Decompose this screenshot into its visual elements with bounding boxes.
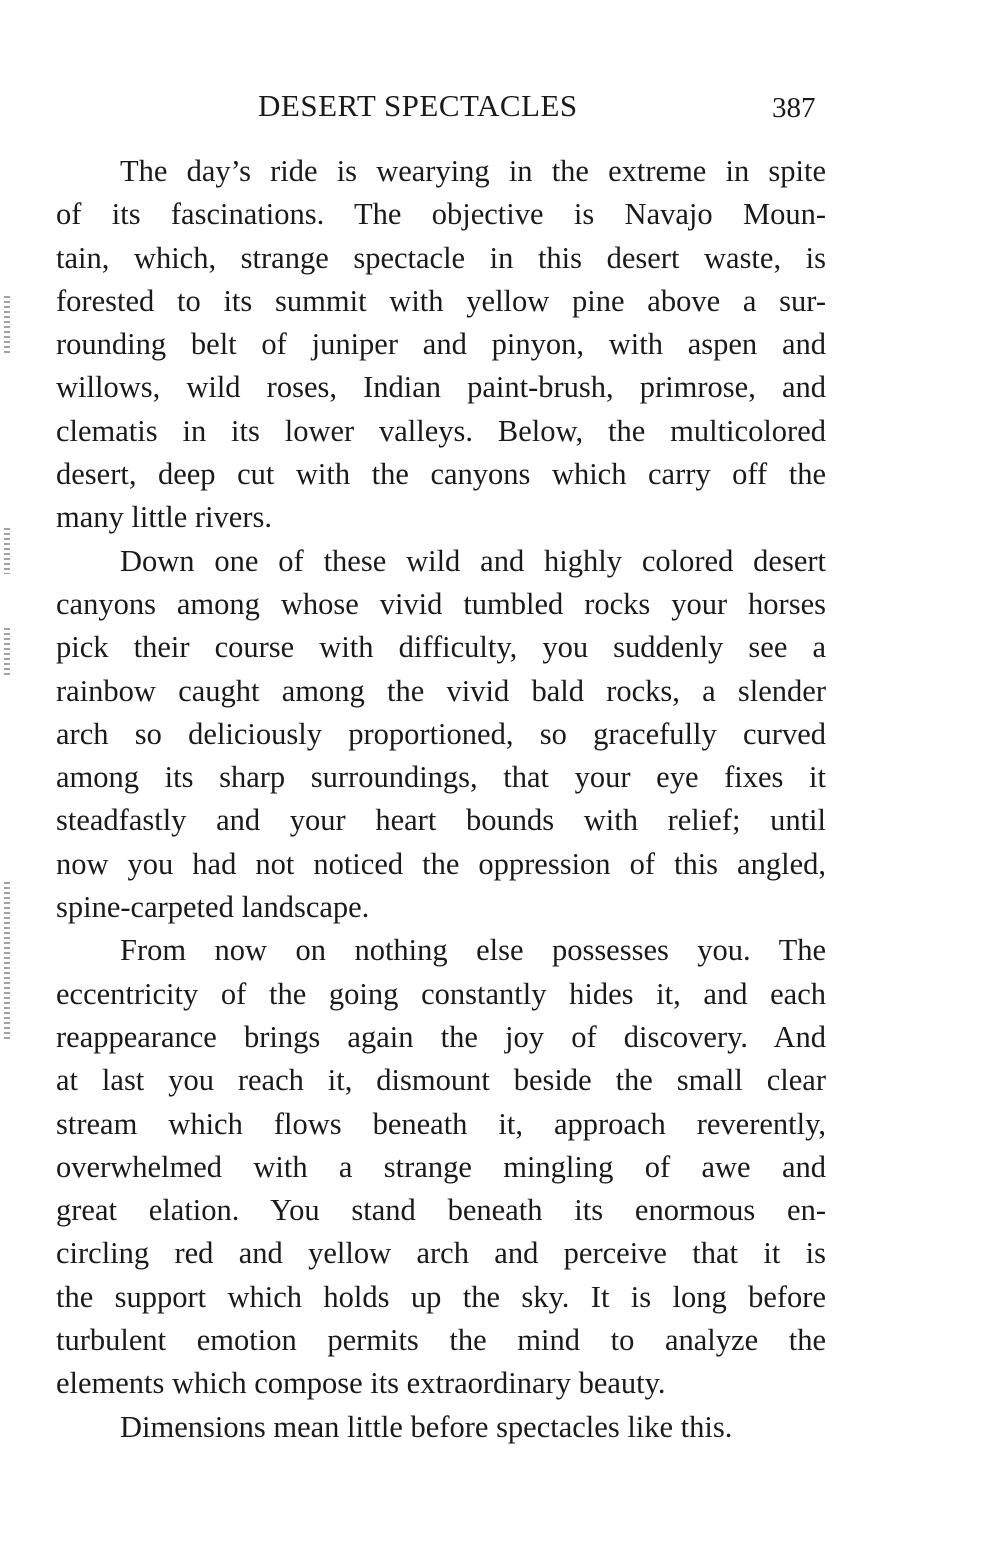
text-line: turbulent emotion permits the mind to analyze the [56, 1323, 826, 1358]
running-head [0, 88, 1000, 132]
scan-speck [4, 882, 10, 1042]
text-line: rainbow caught among the vivid bald rocks, a slender [56, 673, 826, 708]
text-line: steadfastly and your heart bounds with relief; until [56, 803, 826, 838]
page-number: 387 [772, 92, 816, 124]
text-line: Dimensions mean little before spectacles like this. [120, 1409, 733, 1444]
text-line: the support which holds up the sky. It is long before [56, 1279, 826, 1314]
text-line: forested to its summit with yellow pine above a sur- [56, 283, 826, 318]
body-text [56, 150, 826, 1449]
text-line: rounding belt of juniper and pinyon, with aspen and [56, 327, 826, 362]
text-line: Down one of these wild and highly colored desert [120, 543, 826, 578]
text-line: circling red and yellow arch and perceive that it is [56, 1236, 826, 1271]
text-line: stream which flows beneath it, approach reverently, [56, 1106, 826, 1141]
text-line: arch so deliciously proportioned, so gracefully curved [56, 716, 826, 751]
running-title: DESERT SPECTACLES [258, 88, 578, 123]
text-line: pick their course with difficulty, you suddenly see a [56, 630, 826, 665]
scan-speck [4, 528, 10, 574]
text-line: From now on nothing else possesses you. The [120, 933, 826, 968]
scan-speck [4, 296, 10, 356]
text-line: many little rivers. [56, 500, 272, 535]
text-line: overwhelmed with a strange mingling of awe and [56, 1149, 826, 1184]
text-line: reappearance brings again the joy of discovery. And [56, 1019, 826, 1054]
text-line: at last you reach it, dismount beside the small clear [56, 1063, 826, 1098]
text-line: tain, which, strange spectacle in this desert waste, is [56, 240, 826, 275]
text-line: canyons among whose vivid tumbled rocks your horses [56, 586, 826, 621]
text-line: clematis in its lower valleys. Below, the multicolored [56, 413, 826, 448]
scan-speck [4, 628, 10, 678]
text-line: The day’s ride is wearying in the extreme in spite [120, 154, 826, 188]
text-line: of its fascinations. The objective is Navajo Moun- [56, 197, 826, 232]
text-line: elements which compose its extraordinary beauty. [56, 1366, 666, 1401]
text-line: willows, wild roses, Indian paint-brush, primrose, and [56, 370, 826, 405]
text-line: desert, deep cut with the canyons which carry off the [56, 457, 826, 492]
text-line: eccentricity of the going constantly hides it, and each [56, 976, 826, 1011]
text-line: spine-carpeted landscape. [56, 890, 370, 925]
text-line: great elation. You stand beneath its enormous en- [56, 1193, 826, 1228]
text-line: now you had not noticed the oppression of this angled, [56, 846, 826, 881]
text-line: among its sharp surroundings, that your eye fixes it [56, 760, 826, 795]
